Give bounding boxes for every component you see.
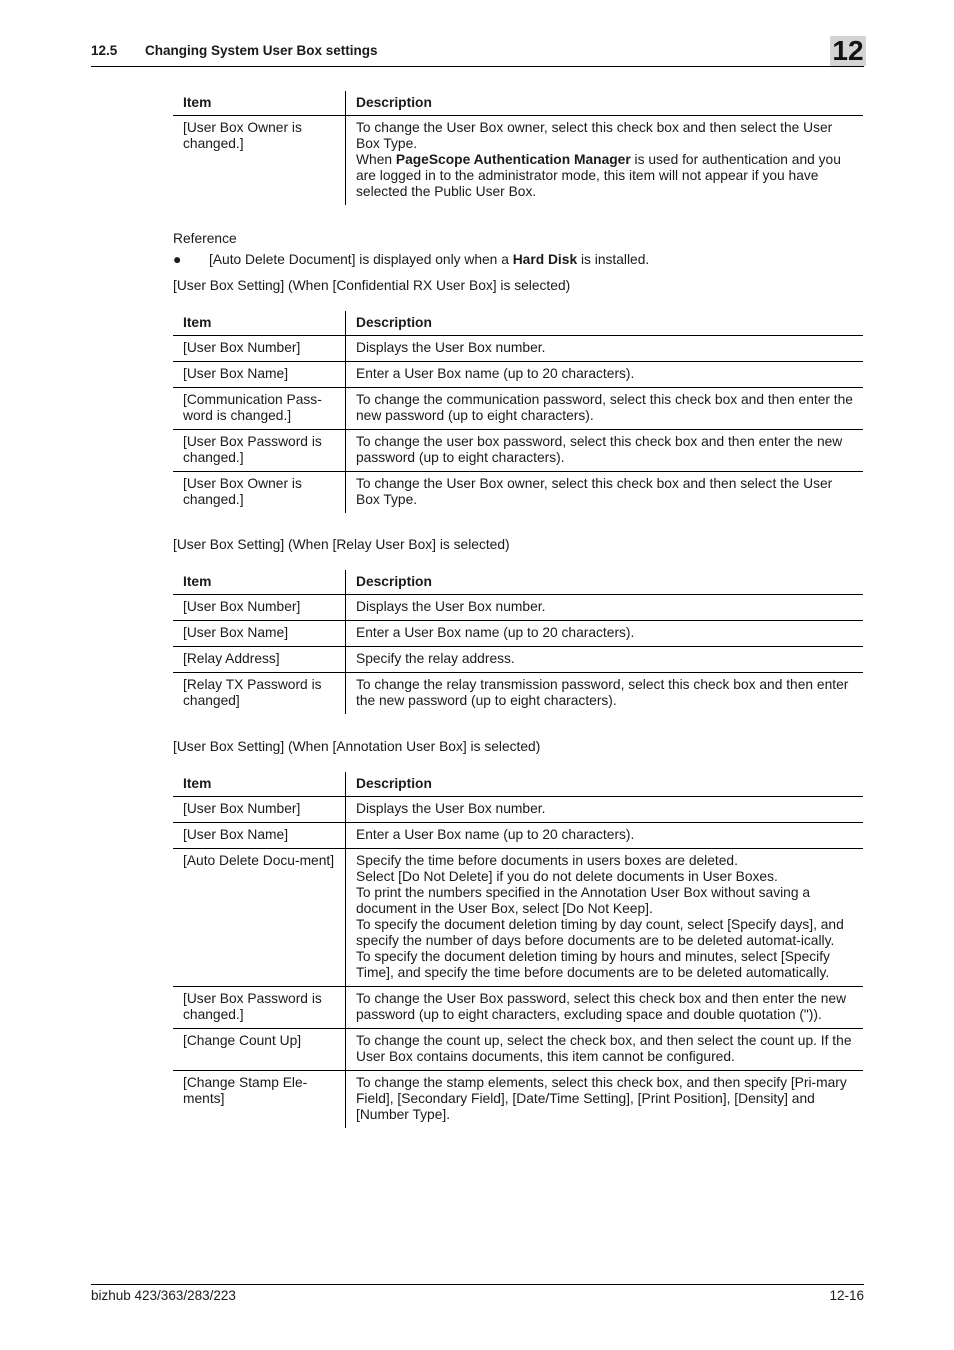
description-cell: Displays the User Box number. [346,595,864,621]
table-row [173,849,863,987]
chapter-badge: 12 [830,36,866,66]
bullet-icon: ● [173,252,182,267]
section-number: 12.5 [91,43,118,58]
item-cell: [Relay Address] [173,647,346,673]
description-cell: Enter a User Box name (up to 20 characters). [346,823,864,849]
item-cell: [User Box Owner is changed.] [173,116,346,206]
table-row [173,595,863,621]
reference-label: Reference [173,231,237,246]
item-cell: [User Box Number] [173,595,346,621]
page-header [91,35,864,67]
description-cell: To change the communication password, select this check box and then enter the new password (up to eight characters). [346,388,864,430]
column-header-description: Description [346,91,864,116]
table-row [173,797,863,823]
table-header-row [173,570,863,595]
column-header-item: Item [173,570,346,595]
page-footer [91,1284,864,1303]
table-row [173,621,863,647]
table-row [173,1029,863,1071]
section-title: Changing System User Box settings [145,43,378,58]
model-name: bizhub 423/363/283/223 [91,1288,236,1303]
table-row [173,987,863,1029]
column-header-item: Item [173,311,346,336]
table-row [173,336,863,362]
item-cell: [Change Count Up] [173,1029,346,1071]
description-cell: To change the count up, select the check box, and then select the count up. If the User Box contains documents, this item cannot be configured. [346,1029,864,1071]
description-cell: Enter a User Box name (up to 20 characters). [346,362,864,388]
table-caption: [User Box Setting] (When [Annotation User Box] is selected) [173,739,541,754]
description-cell: To change the relay transmission password, select this check box and then enter the new password (up to eight characters). [356,677,849,708]
table-row [173,1071,863,1129]
table-row [173,472,863,514]
table-row [173,647,863,673]
description-cell: To change the stamp elements, select this check box, and then specify [Pri-mary Field], [Secondary Field], [Date/Time Setting], [Print Position], [Density] and [Number Type]. [356,1075,847,1122]
table-relay [173,570,863,714]
description-line: To change the User Box owner, select this check box and then select the User Box Type. [356,120,833,151]
column-header-description: Description [346,772,864,797]
item-cell: [User Box Name] [173,621,346,647]
column-header-description: Description [346,311,864,336]
item-cell: [User Box Name] [173,823,346,849]
description-cell: Enter a User Box name (up to 20 characters). [346,621,864,647]
reference-bullet [173,252,649,267]
item-cell: [User Box Password is changed.] [173,987,346,1029]
table-user-box-owner [173,91,863,205]
description-cell: Displays the User Box number. [346,797,864,823]
table-annotation [173,772,863,1128]
table-header-row [173,91,863,116]
item-cell: [User Box Password is changed.] [173,430,346,472]
item-cell: [User Box Name] [173,362,346,388]
table-header-row [173,772,863,797]
description-cell: Specify the time before documents in users boxes are deleted. Select [Do Not Delete] if you do not delete documents in User Boxes. To print the numbers specified in the Annotation User Box without saving a document in the User Box, select [Do Not Keep]. To specify the document deletion timing by day count, select [Specify days], and specify the number of days before documents are to be deleted automat-ically. To specify the document deletion timing by hours and minutes, select [Specify Time], and specify the time before documents are to be deleted automatically. [346,849,864,987]
table-confidential-rx [173,311,863,513]
text-run: [Auto Delete Document] is displayed only when a [209,252,513,267]
item-cell: [Change Stamp Ele-ments] [173,1071,346,1129]
table-row [173,430,863,472]
table-row [173,362,863,388]
text-run: is installed. [577,252,650,267]
item-cell: [Communication Pass-word is changed.] [173,388,346,430]
description-cell: To change the user box password, select this check box and then enter the new password (up to eight characters). [346,430,864,472]
item-cell: [Relay TX Password is changed] [173,673,346,715]
item-cell: [Auto Delete Docu-ment] [173,849,346,987]
table-row [173,673,863,715]
description-cell: To change the User Box owner, select this check box and then select the User Box Type. [356,476,833,507]
description-cell: Displays the User Box number. [346,336,864,362]
item-cell: [User Box Owner is changed.] [173,472,346,514]
table-header-row [173,311,863,336]
table-caption: [User Box Setting] (When [Relay User Box] is selected) [173,537,510,552]
item-cell: [User Box Number] [173,336,346,362]
bold-text: Hard Disk [512,252,578,267]
table-row [173,116,863,206]
description-cell: To change the User Box password, select this check box and then enter the new password (up to eight characters, excluding space and double quotation (")). [346,987,864,1029]
description-line [356,152,854,200]
description-cell [346,116,864,206]
column-header-item: Item [173,772,346,797]
bold-text: PageScope Authentication Manager [395,152,631,167]
table-caption: [User Box Setting] (When [Confidential RX User Box] is selected) [173,278,571,293]
text-run: is used for authentication and you are logged in to the administrator mode, this item will not appear if you have selected the Public User Box. [356,152,841,199]
description-cell: Specify the relay address. [346,647,864,673]
text-run: When [356,152,396,167]
table-row [173,388,863,430]
table-row [173,823,863,849]
column-header-description: Description [346,570,864,595]
item-cell: [User Box Number] [173,797,346,823]
page-number: 12-16 [829,1288,864,1303]
column-header-item: Item [173,91,346,116]
